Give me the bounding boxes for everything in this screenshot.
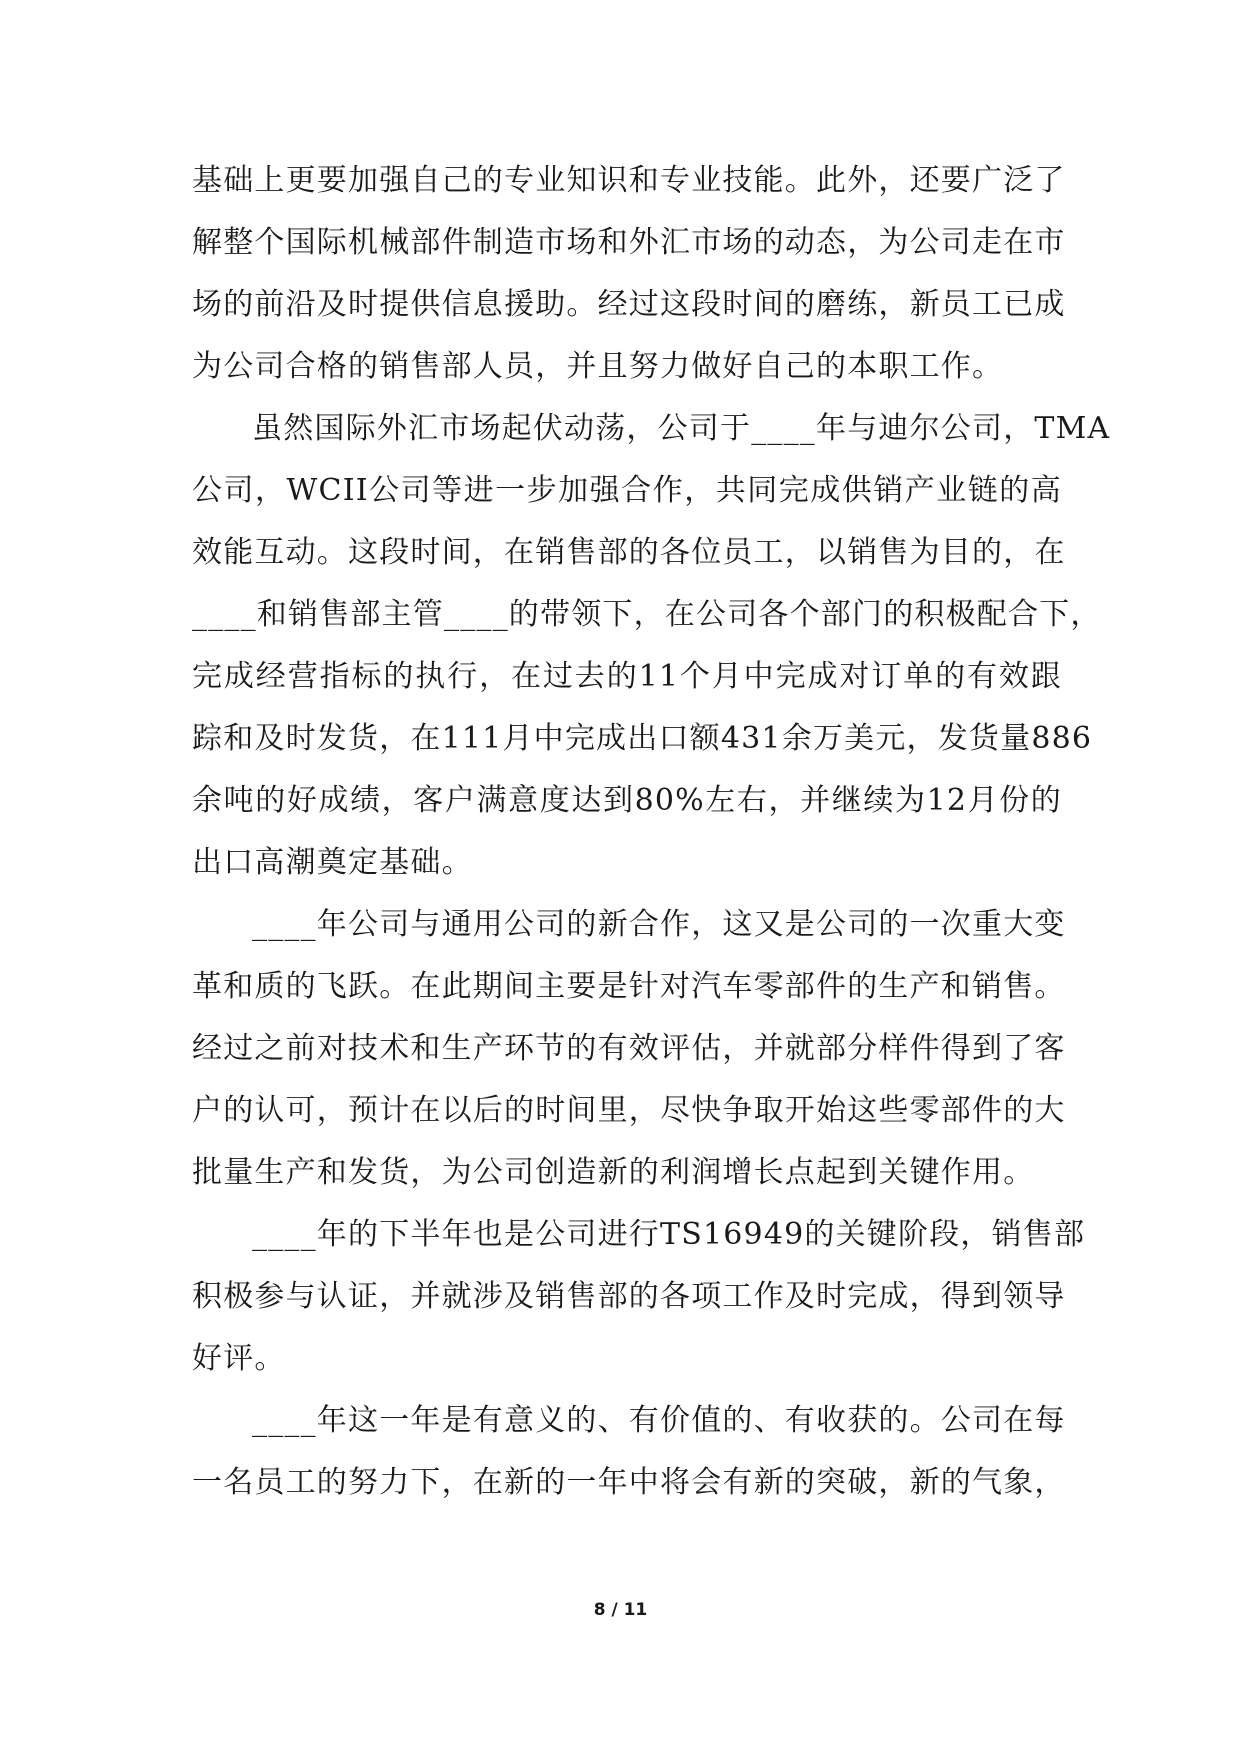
paragraph-line: 虽然国际外汇市场起伏动荡，公司于____年与迪尔公司，TMA bbox=[252, 411, 1111, 446]
paragraph-line: 出口高潮奠定基础。 bbox=[192, 845, 473, 880]
paragraph-line: 余吨的好成绩，客户满意度达到80%左右，并继续为12月份的 bbox=[192, 783, 1062, 818]
paragraph-line: 为公司合格的销售部人员，并且努力做好自己的本职工作。 bbox=[192, 349, 1004, 384]
paragraph-line: 革和质的飞跃。在此期间主要是针对汽车零部件的生产和销售。 bbox=[192, 969, 1066, 1004]
paragraph-line: ____年的下半年也是公司进行TS16949的关键阶段，销售部 bbox=[252, 1217, 1086, 1252]
paragraph-line: 公司，WCII公司等进一步加强合作，共同完成供销产业链的高 bbox=[192, 473, 1062, 508]
paragraph-line: 效能互动。这段时间，在销售部的各位员工，以销售为目的，在 bbox=[192, 535, 1066, 570]
paragraph bbox=[192, 1390, 1066, 1514]
paragraph-line: 解整个国际机械部件制造市场和外汇市场的动态，为公司走在市 bbox=[192, 225, 1066, 260]
paragraph bbox=[192, 398, 1111, 894]
paragraph-line: 踪和及时发货，在111月中完成出口额431余万美元，发货量886 bbox=[192, 721, 1093, 756]
paragraph-line: 积极参与认证，并就涉及销售部的各项工作及时完成，得到领导 bbox=[192, 1279, 1066, 1314]
paragraph-line: 批量生产和发货，为公司创造新的利润增长点起到关键作用。 bbox=[192, 1155, 1035, 1190]
paragraph-line: 户的认可，预计在以后的时间里，尽快争取开始这些零部件的大 bbox=[192, 1093, 1066, 1128]
paragraph-line: ____和销售部主管____的带领下，在公司各个部门的积极配合下， bbox=[192, 597, 1102, 632]
paragraph bbox=[192, 1204, 1086, 1390]
paragraph-line: 好评。 bbox=[192, 1341, 286, 1376]
page-number: 8 / 11 bbox=[593, 1600, 648, 1620]
paragraph-line: 经过之前对技术和生产环节的有效评估，并就部分样件得到了客 bbox=[192, 1031, 1066, 1066]
paragraph-line: 完成经营指标的执行，在过去的11个月中完成对订单的有效跟 bbox=[192, 659, 1062, 694]
paragraph-line: ____年公司与通用公司的新合作，这又是公司的一次重大变 bbox=[252, 907, 1066, 942]
document-body bbox=[192, 150, 1111, 1514]
paragraph-line: 场的前沿及时提供信息援助。经过这段时间的磨练，新员工已成 bbox=[192, 287, 1066, 322]
paragraph bbox=[192, 894, 1066, 1204]
paragraph-line: ____年这一年是有意义的、有价值的、有收获的。公司在每 bbox=[252, 1403, 1066, 1438]
paragraph-line: 一名员工的努力下，在新的一年中将会有新的突破，新的气象， bbox=[192, 1465, 1066, 1500]
paragraph bbox=[192, 150, 1066, 398]
paragraph-line: 基础上更要加强自己的专业知识和专业技能。此外，还要广泛了 bbox=[192, 163, 1066, 198]
